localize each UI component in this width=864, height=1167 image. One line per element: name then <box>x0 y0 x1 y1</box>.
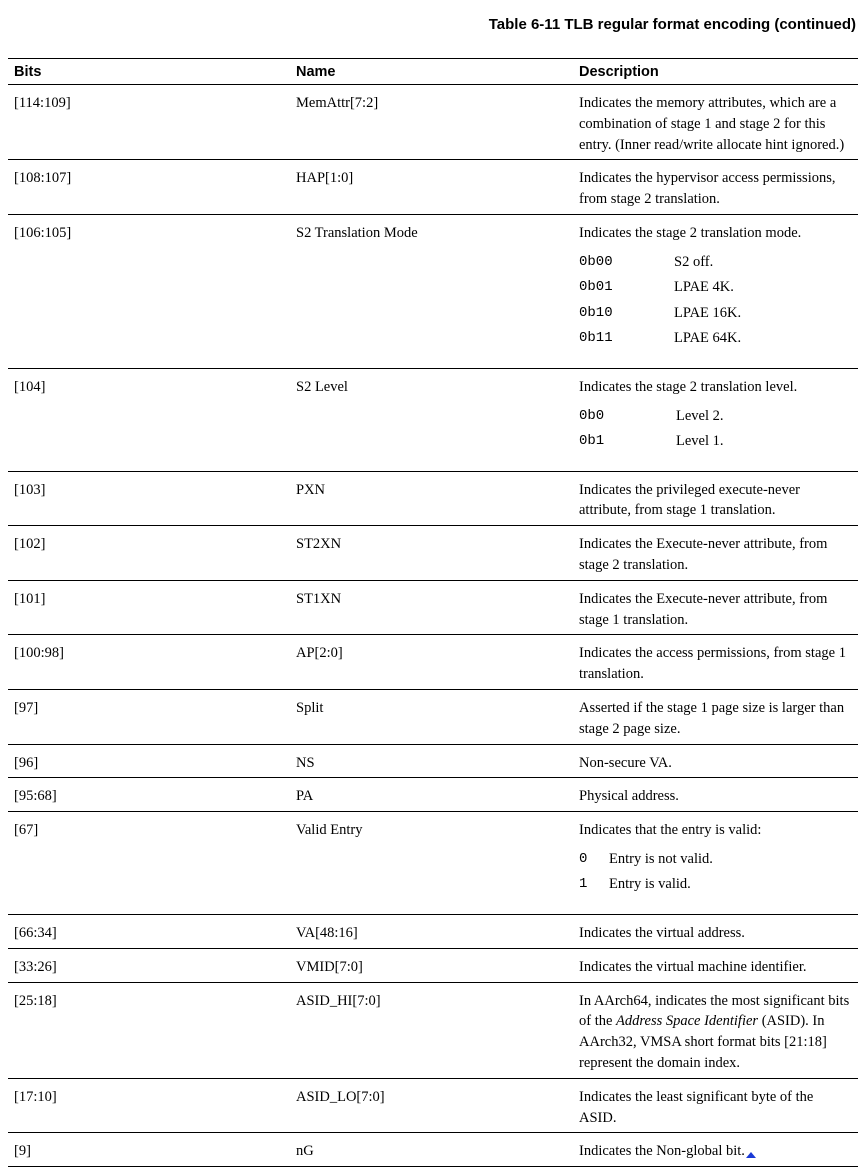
cell-bits: [67] <box>8 812 290 915</box>
cell-bits: [104] <box>8 368 290 471</box>
encoding-meaning: LPAE 64K. <box>674 330 742 347</box>
encoding-row <box>579 252 852 278</box>
encoding-list <box>579 849 852 900</box>
cell-description <box>573 160 858 215</box>
header-row <box>8 59 858 85</box>
encoding-meaning: LPAE 16K. <box>674 304 742 321</box>
cell-name: NS <box>290 744 573 778</box>
cell-description <box>573 214 858 368</box>
description-text: Indicates the least significant byte of the ASID. <box>579 1088 814 1126</box>
cell-name: ST1XN <box>290 580 573 635</box>
description-text: Asserted if the stage 1 page size is larger than stage 2 page size. <box>579 699 845 737</box>
cell-bits: [9] <box>8 1133 290 1167</box>
tlb-encoding-table <box>8 58 858 1167</box>
encoding-meaning: S2 off. <box>674 253 714 270</box>
description-text: Physical address. <box>579 788 679 805</box>
cell-name: VMID[7:0] <box>290 948 573 982</box>
encoding-value: 0 <box>579 850 588 867</box>
encoding-meaning: Entry is not valid. <box>609 850 713 867</box>
description-emphasis: Address Space Identifier <box>616 1013 759 1030</box>
cell-bits: [66:34] <box>8 914 290 948</box>
cell-name: HAP[1:0] <box>290 160 573 215</box>
encoding-row <box>579 431 852 457</box>
encoding-row <box>579 874 852 900</box>
encoding-meaning: Entry is valid. <box>609 876 691 893</box>
cell-description <box>573 914 858 948</box>
cell-bits: [103] <box>8 471 290 526</box>
cell-name: ASID_LO[7:0] <box>290 1078 573 1133</box>
encoding-row <box>579 406 852 432</box>
cell-description <box>573 471 858 526</box>
cell-name: AP[2:0] <box>290 635 573 690</box>
cell-bits: [106:105] <box>8 214 290 368</box>
table-row <box>8 1078 858 1133</box>
description-text: Indicates the Non-global bit. <box>579 1143 745 1160</box>
cell-bits: [33:26] <box>8 948 290 982</box>
cell-description <box>573 635 858 690</box>
table-row <box>8 214 858 368</box>
encoding-meaning: LPAE 4K. <box>674 279 734 296</box>
encoding-value: 0b0 <box>579 407 605 424</box>
cell-description <box>573 689 858 744</box>
table-row <box>8 580 858 635</box>
encoding-value: 0b1 <box>579 433 605 450</box>
encoding-value: 0b10 <box>579 304 613 321</box>
cell-name: PXN <box>290 471 573 526</box>
header-description: Description <box>573 59 858 85</box>
table-row <box>8 471 858 526</box>
description-text: Indicates the virtual address. <box>579 924 745 941</box>
encoding-meaning: Level 2. <box>676 407 724 424</box>
description-text: Indicates the virtual machine identifier. <box>579 958 807 975</box>
cell-name: S2 Translation Mode <box>290 214 573 368</box>
table-row <box>8 635 858 690</box>
table-row <box>8 778 858 812</box>
cell-name: MemAttr[7:2] <box>290 85 573 160</box>
cell-bits: [100:98] <box>8 635 290 690</box>
cell-name: ASID_HI[7:0] <box>290 982 573 1078</box>
table-row <box>8 812 858 915</box>
cell-bits: [95:68] <box>8 778 290 812</box>
description-text: Indicates that the entry is valid: <box>579 822 762 839</box>
description-text: Non-secure VA. <box>579 754 672 771</box>
cell-name: Valid Entry <box>290 812 573 915</box>
cell-description <box>573 812 858 915</box>
table-header <box>8 59 858 85</box>
cell-bits: [101] <box>8 580 290 635</box>
cell-description <box>573 982 858 1078</box>
description-text: Indicates the Execute-never attribute, from stage 1 translation. <box>579 590 828 628</box>
description-text: (ASID). In AArch32, VMSA short format bits [21:18] represent the domain index. <box>579 1013 827 1071</box>
table-body <box>8 85 858 1167</box>
encoding-value: 0b00 <box>579 253 613 270</box>
encoding-list <box>579 406 852 457</box>
cell-description <box>573 1078 858 1133</box>
cell-bits: [17:10] <box>8 1078 290 1133</box>
table-row <box>8 1133 858 1167</box>
cell-name: Split <box>290 689 573 744</box>
cell-description <box>573 1133 858 1167</box>
annotation-mark-icon <box>746 1152 756 1158</box>
description-text: Indicates the stage 2 translation level. <box>579 378 798 395</box>
cell-bits: [96] <box>8 744 290 778</box>
cell-name: VA[48:16] <box>290 914 573 948</box>
table-row <box>8 982 858 1078</box>
table-row <box>8 160 858 215</box>
encoding-value: 1 <box>579 876 588 893</box>
cell-description <box>573 580 858 635</box>
cell-description <box>573 85 858 160</box>
description-text: Indicates the hypervisor access permissions, from stage 2 translation. <box>579 170 836 208</box>
table-title: Table 6-11 TLB regular format encoding (continued) <box>488 16 856 33</box>
cell-bits: [114:109] <box>8 85 290 160</box>
encoding-value: 0b11 <box>579 330 613 347</box>
table-row <box>8 914 858 948</box>
cell-name: nG <box>290 1133 573 1167</box>
cell-description <box>573 744 858 778</box>
encoding-row <box>579 277 852 303</box>
description-text: In AArch64, indicates the most significant bits of the <box>579 992 850 1030</box>
description-text: Indicates the privileged execute-never attribute, from stage 1 translation. <box>579 481 801 519</box>
cell-description <box>573 778 858 812</box>
table-row <box>8 689 858 744</box>
cell-name: PA <box>290 778 573 812</box>
header-bits: Bits <box>8 59 290 85</box>
encoding-meaning: Level 1. <box>676 433 724 450</box>
cell-description <box>573 526 858 581</box>
table-row <box>8 744 858 778</box>
header-name: Name <box>290 59 573 85</box>
table-row <box>8 948 858 982</box>
table-row <box>8 85 858 160</box>
description-text: Indicates the memory attributes, which are a combination of stage 1 and stage 2 for this entry. (Inner read/write allocate hint ignored.) <box>579 95 845 153</box>
description-text: Indicates the stage 2 translation mode. <box>579 224 802 241</box>
table-row <box>8 526 858 581</box>
cell-name: ST2XN <box>290 526 573 581</box>
cell-description <box>573 948 858 982</box>
cell-bits: [108:107] <box>8 160 290 215</box>
cell-description <box>573 368 858 471</box>
cell-bits: [97] <box>8 689 290 744</box>
cell-bits: [102] <box>8 526 290 581</box>
description-text: Indicates the access permissions, from stage 1 translation. <box>579 645 846 683</box>
encoding-value: 0b01 <box>579 279 613 296</box>
encoding-row <box>579 303 852 329</box>
encoding-row <box>579 849 852 875</box>
description-text: Indicates the Execute-never attribute, from stage 2 translation. <box>579 536 828 573</box>
encoding-list <box>579 252 852 354</box>
table-row <box>8 368 858 471</box>
encoding-row <box>579 328 852 354</box>
cell-bits: [25:18] <box>8 982 290 1078</box>
cell-name: S2 Level <box>290 368 573 471</box>
